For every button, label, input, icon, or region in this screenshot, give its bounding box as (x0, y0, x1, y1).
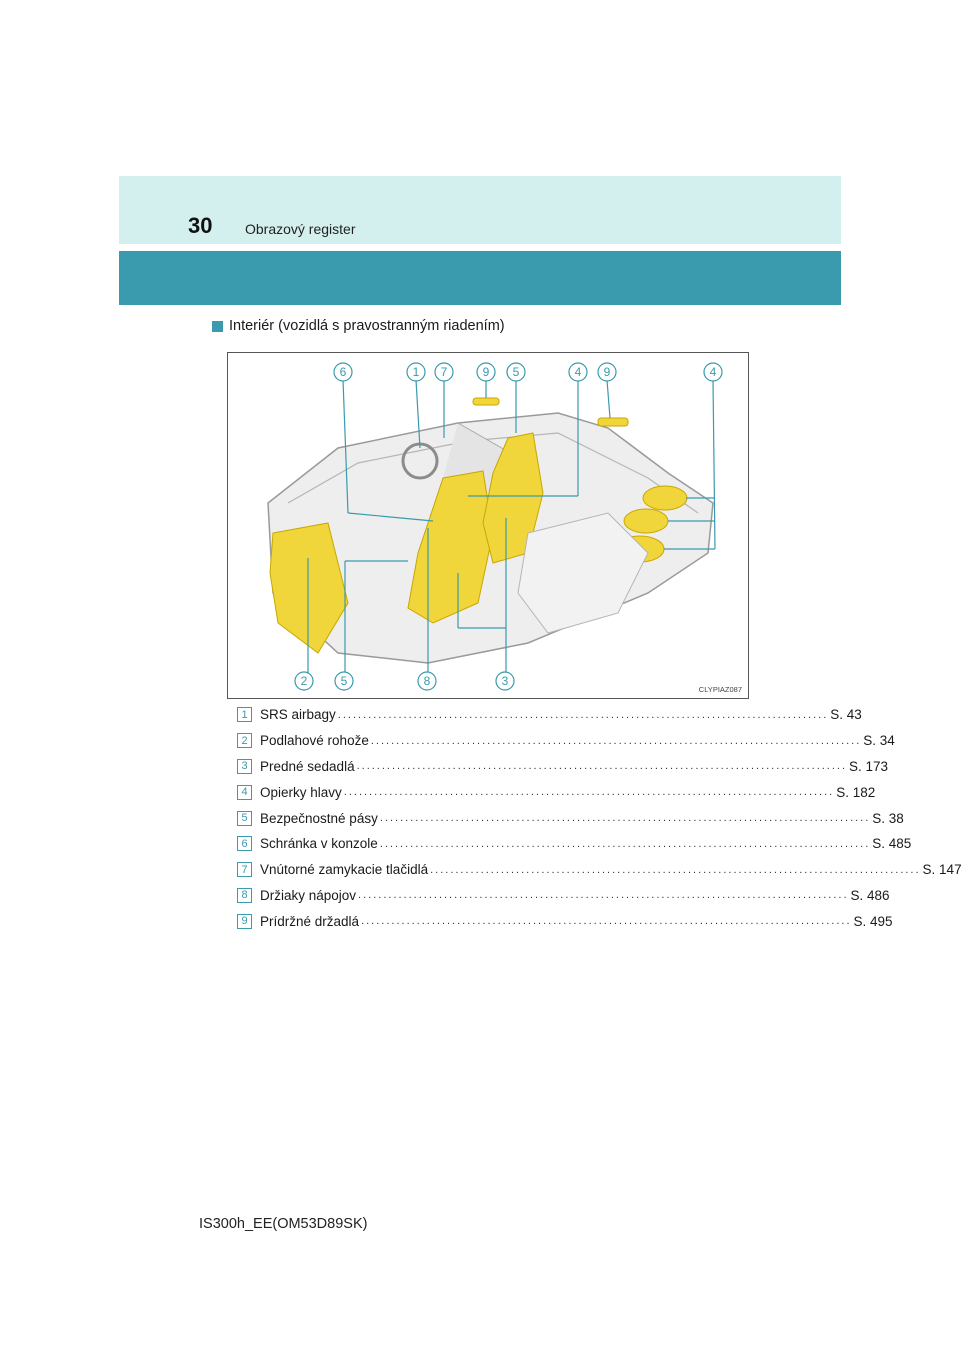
item-number: 8 (237, 888, 252, 903)
list-item (237, 908, 893, 934)
item-number: 3 (237, 759, 252, 774)
item-label: Prídržné držadlá (260, 913, 360, 929)
item-number: 6 (237, 836, 252, 851)
rear-headrest-1 (643, 486, 687, 510)
item-label: Vnútorné zamykacie tlačidlá (260, 862, 429, 878)
dot-leader: ................................................................................................. (379, 812, 871, 825)
list-item (237, 728, 895, 754)
dot-leader: ................................................................................................. (358, 889, 849, 902)
dot-leader: ................................................................................................. (361, 915, 852, 928)
item-label: Podlahové rohože (260, 733, 369, 749)
page-reference: S. 147 (922, 862, 962, 878)
subheading (212, 318, 505, 334)
square-bullet-icon (212, 321, 223, 332)
dot-leader: ................................................................................................. (370, 734, 862, 747)
list-item (237, 702, 862, 728)
callout-label: 1 (412, 365, 420, 379)
item-label: Držiaky nápojov (260, 887, 357, 903)
item-label: Bezpečnostné pásy (260, 810, 378, 826)
page-reference: S. 495 (853, 913, 893, 929)
item-number: 1 (237, 707, 252, 722)
item-label: Opierky hlavy (260, 784, 342, 800)
dot-leader: ................................................................................................. (356, 760, 848, 773)
list-item (237, 831, 912, 857)
callout-label: 4 (574, 365, 582, 379)
subheading-text: Interiér (vozidlá s pravostranným riadením) (229, 318, 505, 334)
page-reference: S. 182 (836, 784, 876, 800)
document-code: IS300h_EE(OM53D89SK) (199, 1216, 368, 1232)
assist-grip-rear (598, 418, 628, 426)
interior-illustration (227, 352, 749, 699)
callout-label: 2 (300, 674, 308, 688)
page-reference: S. 486 (850, 887, 890, 903)
item-number: 2 (237, 733, 252, 748)
page-reference: S. 38 (872, 810, 904, 826)
item-number: 9 (237, 914, 252, 929)
dot-leader: ................................................................................................. (343, 786, 835, 799)
callout-label: 4 (709, 365, 717, 379)
car-interior-drawing (228, 353, 750, 700)
callout-label: 7 (440, 365, 448, 379)
dot-leader: ................................................................................................. (430, 863, 921, 876)
list-item (237, 754, 889, 780)
item-label: SRS airbagy (260, 707, 336, 723)
item-number: 4 (237, 785, 252, 800)
item-label: Schránka v konzole (260, 836, 378, 852)
callout-label: 8 (423, 674, 431, 688)
callout-label: 9 (603, 365, 611, 379)
callout-label: 5 (340, 674, 348, 688)
callout-label: 9 (482, 365, 490, 379)
item-label: Predné sedadlá (260, 758, 355, 774)
header-band (119, 176, 841, 244)
page-reference: S. 34 (863, 733, 895, 749)
rear-headrest-2 (624, 509, 668, 533)
teal-bar (119, 251, 841, 305)
list-item (237, 883, 890, 909)
list-item (237, 779, 876, 805)
figure-code: CLYPIAZ087 (698, 685, 742, 694)
dot-leader: ................................................................................................. (379, 837, 871, 850)
page-reference: S. 485 (872, 836, 912, 852)
item-number: 5 (237, 811, 252, 826)
page-reference: S. 43 (830, 707, 862, 723)
item-number: 7 (237, 862, 252, 877)
dot-leader: ................................................................................................. (337, 708, 829, 721)
callout-label: 3 (501, 674, 509, 688)
page-number: 30 (188, 213, 213, 238)
callout-label: 6 (339, 365, 347, 379)
bottom-callouts (295, 672, 514, 690)
list-item (237, 857, 962, 883)
list-item (237, 805, 904, 831)
callout-label: 5 (512, 365, 520, 379)
section-title: Obrazový register (245, 221, 356, 237)
top-callouts (334, 363, 722, 381)
legend-list (237, 702, 962, 934)
page-reference: S. 173 (849, 758, 889, 774)
assist-grip-front (473, 398, 499, 405)
